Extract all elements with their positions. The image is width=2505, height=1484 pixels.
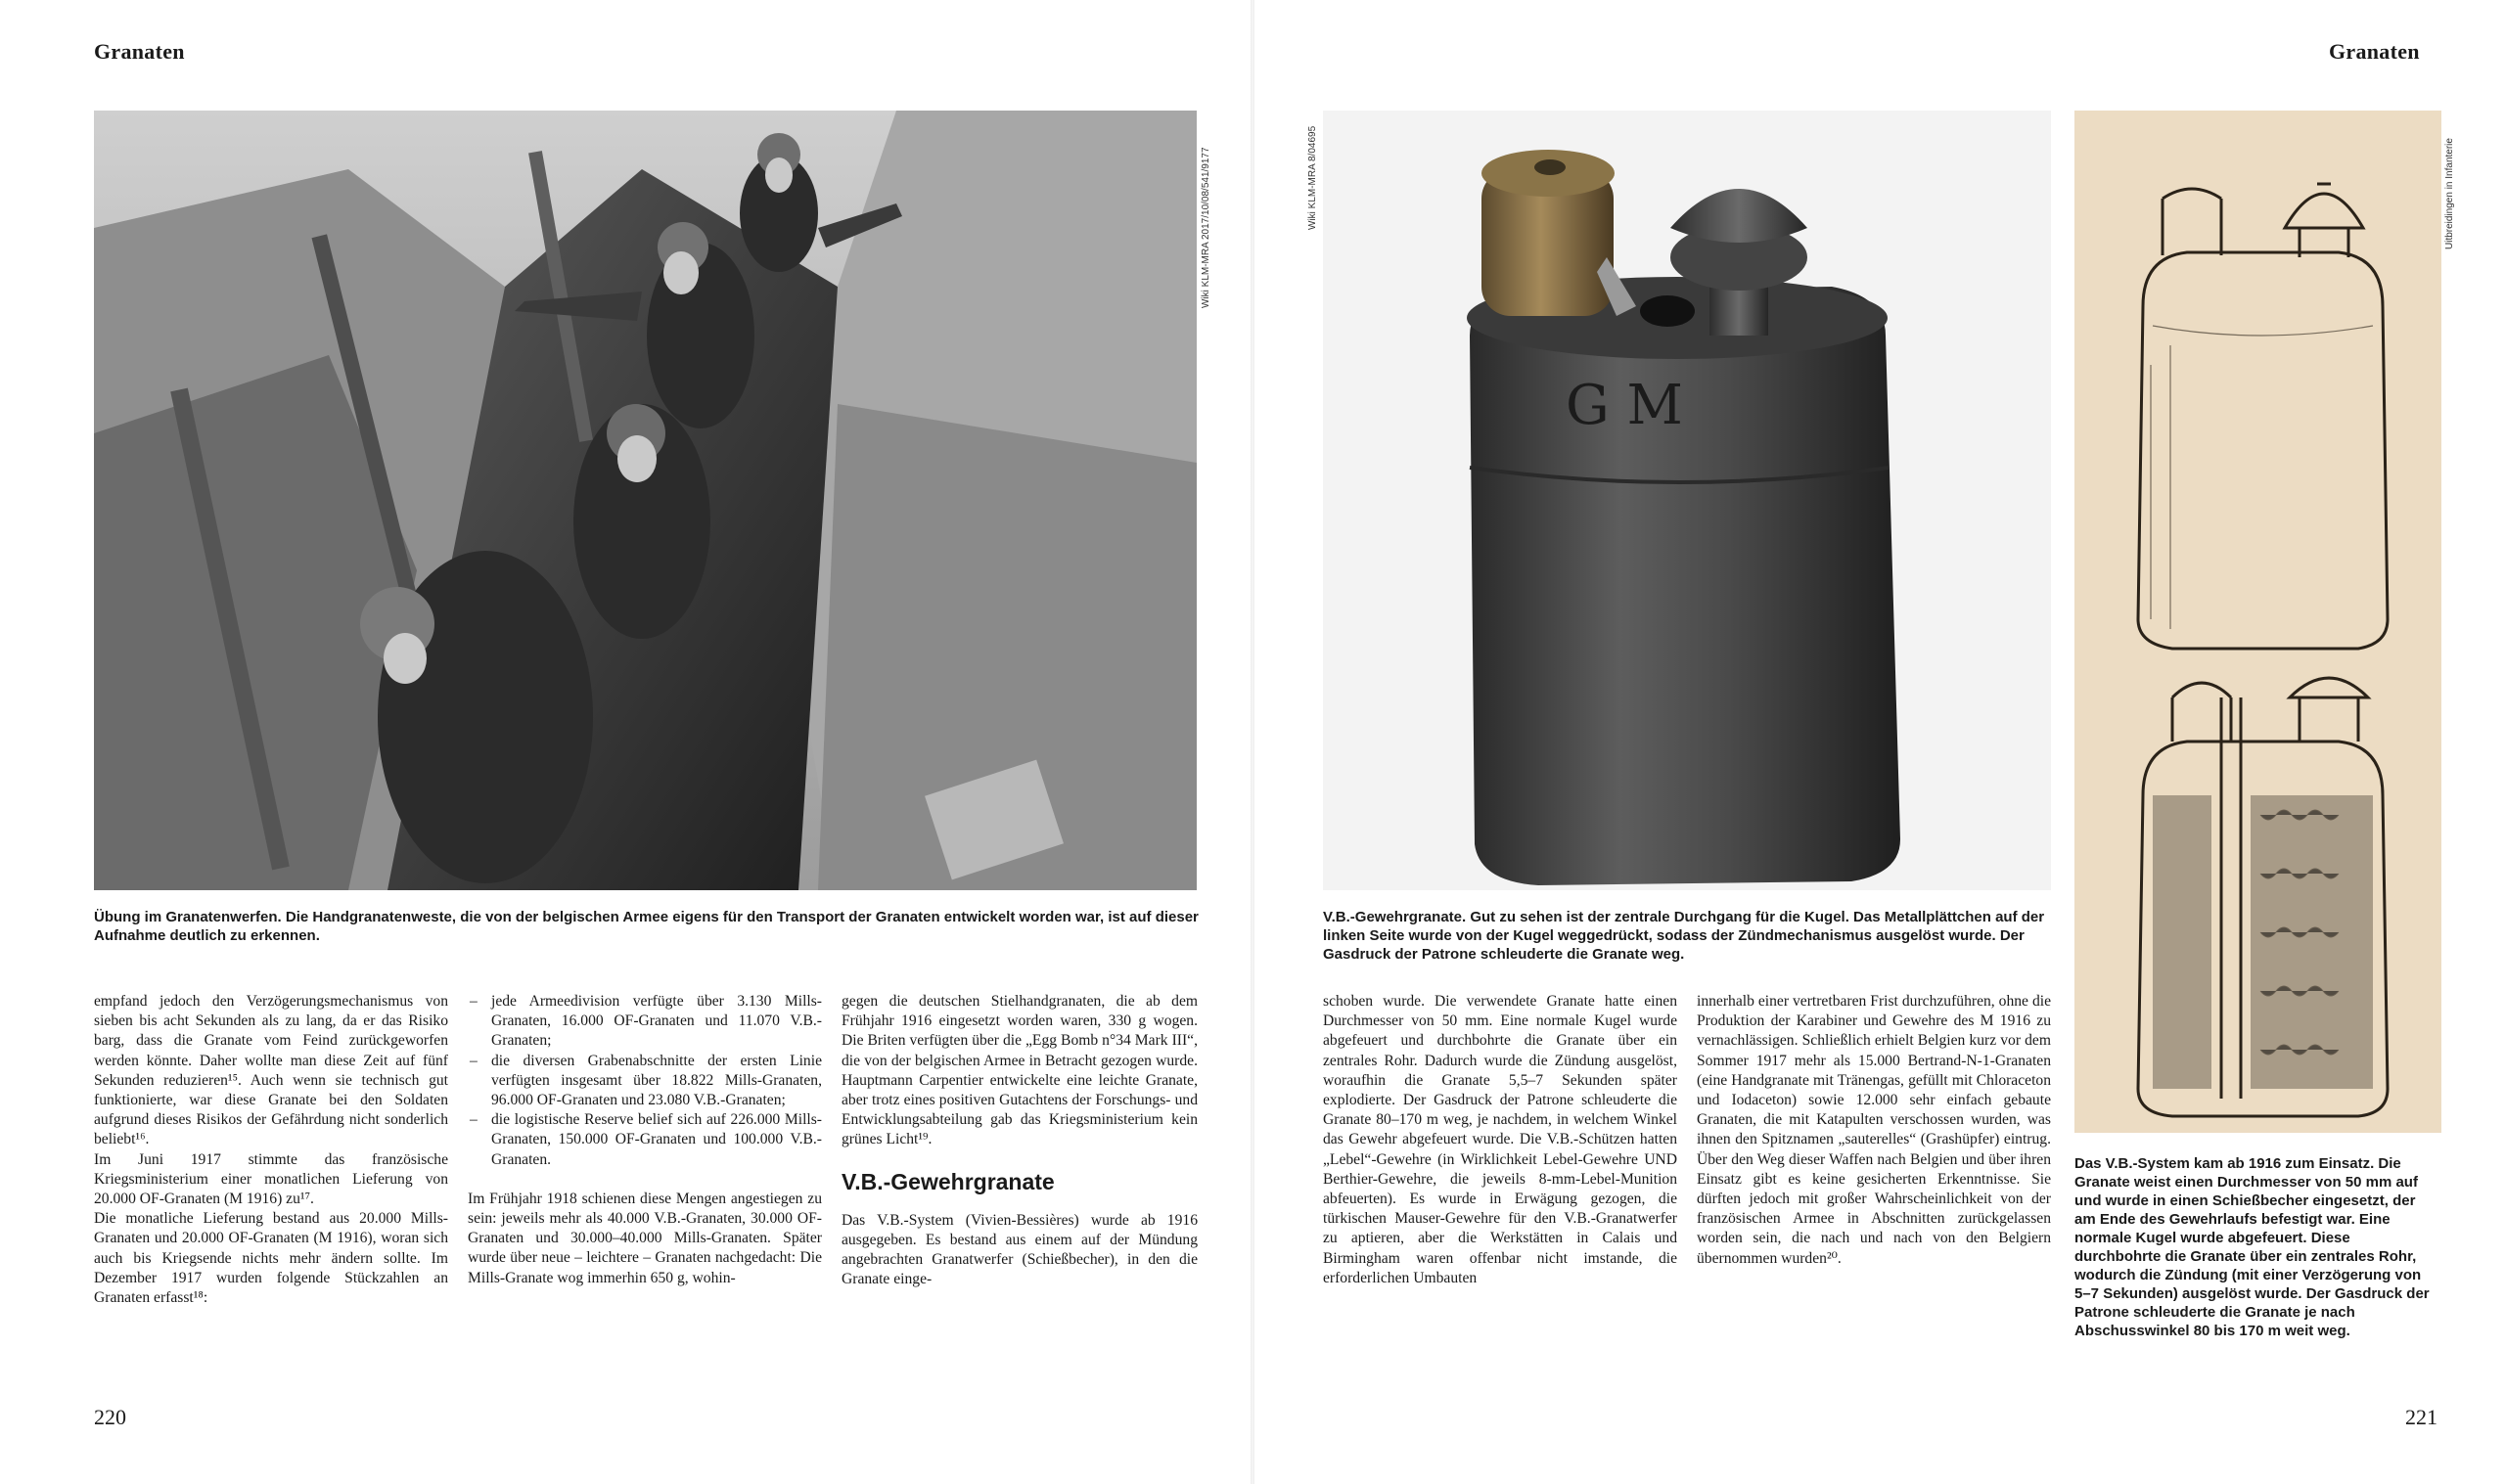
running-head-right: Granaten <box>2329 39 2420 64</box>
paragraph: Die monatliche Lieferung bestand aus 20.000 Mills-Granaten und 20.000 OF-Granaten (M 1916), woran sich auch bis Kriegsende nichts mehr ändern sollte. Im Dezember 1917 wurden folgende Stückzahlen an Granaten erfasst¹⁸: <box>94 1210 448 1307</box>
text-column-5 <box>1697 992 2051 1269</box>
running-head-left: Granaten <box>94 39 185 64</box>
paragraph: empfand jedoch den Verzögerungsmechanismus von sieben bis acht Sekunden als zu lang, da er das Risiko barg, dass die Granate vom Feind zurückgeworfen werden könnte. Daher wollte man diese Zeit auf fünf Sekunden reduzieren¹⁵. Auch wenn sie technisch gut funktionierte, war diese Granate bei den Soldaten aufgrund dieses Risikos der Gefährdung nicht sonderlich beliebt¹⁶. <box>94 993 448 1148</box>
page-number-left: 220 <box>94 1405 126 1429</box>
drawing-credit: Uitbreidingen in Infanterie <box>2444 138 2455 249</box>
section-heading: V.B.-Gewehrgranate <box>842 1168 1055 1194</box>
grenade-marking: G M <box>1566 374 1683 437</box>
paragraph: Im Frühjahr 1918 schienen diese Mengen angestiegen zu sein: jeweils mehr als 40.000 V.B.-Granaten, 30.000 OF-Granaten und 30.000–40.000 Mills-Granaten. Später wurde über neue – leichtere – Granaten nachgedacht: Die Mills-Granate wog immerhin 650 g, wohin- <box>468 1190 822 1286</box>
technical-drawing <box>2074 111 2441 1133</box>
paragraph: schoben wurde. Die verwendete Granate hatte einen Durchmesser von 50 mm. Eine normale Kugel wurde abgefeuert und durchbohrte die Granate über ein zentrales Rohr. Dadurch wurde die Zündung ausgelöst, woraufhin die Granate 5,5–7 Sekunden später explodierte. Der Gasdruck der Patrone schleuderte die Granate 80–170 m weg, je nachdem, in welchem Winkel das Gewehr abgefeuert wurde. Die V.B.-Schützen hatten „Lebel“-Gewehre (in Wirklichkeit Lebel-Gewehre UND Berthier-Gewehre, die jeweils 8-mm-Lebel-Munition abfeuerten). Es wurde in Erwägung gezogen, die türkischen Mauser-Gewehre für den V.B.-Granatwerfer zu aptieren, aber die Werkstätten in Calais und Birmingham waren offenbar nicht imstande, die erforderlichen Umbauten <box>1323 993 1677 1286</box>
photo-caption-right: V.B.-Gewehrgranate. Gut zu sehen ist der zentrale Durchgang für die Kugel. Das Metallplättchen auf der linken Seite wurde von der Kugel weggedrückt, sodass der Zündmechanismus ausgelöst wurde. Der Gasdruck der Patrone schleuderte die Granate weg. <box>1323 909 2045 963</box>
photo-credit-right: Wiki KLM-MRA 8/04695 <box>1307 125 1318 230</box>
photo-credit-left: Wiki KLM-MRA 2017/10/08/541/9177 <box>1201 147 1211 308</box>
grenade-photo <box>1323 111 2051 890</box>
paragraph: innerhalb einer vertretbaren Frist durchzuführen, ohne die Produktion der Karabiner und Gewehre des M 1916 zu vernachlässigen. Schließlich erhielt Belgien kurz vor dem Sommer 1917 mehr als 15.000 Bertrand-N-1-Granaten (eine Handgranate mit Tränengas, gefüllt mit Chloraceton und Iodaceton) sowie 12.000 sehr einfach gebaute Granaten, die mit Katapulten verschossen wurden, was ihnen den Spitznamen „sauterelles“ (Grashüpfer) eintrug. Über den Weg dieser Waffen nach Belgien und über ihren Einsatz gibt es keine gesicherten Erkenntnisse. Sie dürften jedoch mit großer Wahrscheinlichkeit von der französischen Armee in Abschnitten zurückgelassen worden sein, die nach und nach von den Belgiern übernommen wurden²⁰. <box>1697 993 2051 1267</box>
text-column-2 <box>468 992 822 1288</box>
list-item: – die diversen Grabenabschnitte der ersten Linie verfügten insgesamt über 18.822 Mills-Granaten, 96.000 OF-Granaten und 23.080 V.B.-Granaten; <box>468 1052 822 1111</box>
book-gutter <box>1251 0 1254 1484</box>
page-number-right: 221 <box>2405 1405 2437 1429</box>
photo-caption-left: Übung im Granatenwerfen. Die Handgranatenweste, die von der belgischen Armee eigens für den Transport der Granaten entwickelt worden war, ist auf dieser Aufnahme deutlich zu erkennen. <box>94 909 1199 944</box>
text-column-4 <box>1323 992 1677 1288</box>
list-item: – die logistische Reserve belief sich auf 226.000 Mills-Granaten, 150.000 OF-Granaten und 100.000 V.B.-Granaten. <box>468 1110 822 1170</box>
paragraph: gegen die deutschen Stielhandgranaten, die ab dem Frühjahr 1916 eingesetzt worden waren, 330 g wogen. Die Briten verfügten über die „Egg Bomb n°34 Mark III“, die von der belgischen Armee in Betracht gezogen wurde. Hauptmann Carpentier entwickelte eine leichte Granate, aber trotz eines positiven Gutachtens der Forschungs- und Entwicklungsabteilung gab das Kriegsministerium kein grünes Licht¹⁹. <box>842 993 1198 1148</box>
paragraph: Das V.B.-System (Vivien-Bessières) wurde ab 1916 ausgegeben. Es bestand aus einem auf der Mündung angebrachten Granatwerfer (Schießbecher), in den die Granate einge- <box>842 1211 1198 1288</box>
trench-photo <box>94 111 1197 890</box>
text-column-3 <box>842 992 1198 1289</box>
stock-list <box>468 992 822 1170</box>
list-item: – jede Armeedivision verfügte über 3.130 Mills-Granaten, 16.000 OF-Granaten und 11.070 V.B.-Granaten; <box>468 992 822 1052</box>
text-column-1 <box>94 992 448 1308</box>
paragraph: Im Juni 1917 stimmte das französische Kriegsministerium einer monatlichen Lieferung von 20.000 OF-Granaten (M 1916) zu¹⁷. <box>94 1150 448 1208</box>
drawing-caption: Das V.B.-System kam ab 1916 zum Einsatz. Die Granate weist einen Durchmesser von 50 mm auf und wurde in einen Schießbecher eingesetzt, der am Ende des Gewehrlaufs befestigt war. Eine normale Kugel wurde abgefeuert. Diese durchbohrte die Granate über ein zentrales Rohr, wodurch die Zündung (mit einer Verzögerung von 5–7 Sekunden) ausgelöst wurde. Der Gasdruck der Patrone schleuderte die Granate je nach Abschusswinkel 80 bis 170 m weit weg. <box>2074 1155 2430 1339</box>
